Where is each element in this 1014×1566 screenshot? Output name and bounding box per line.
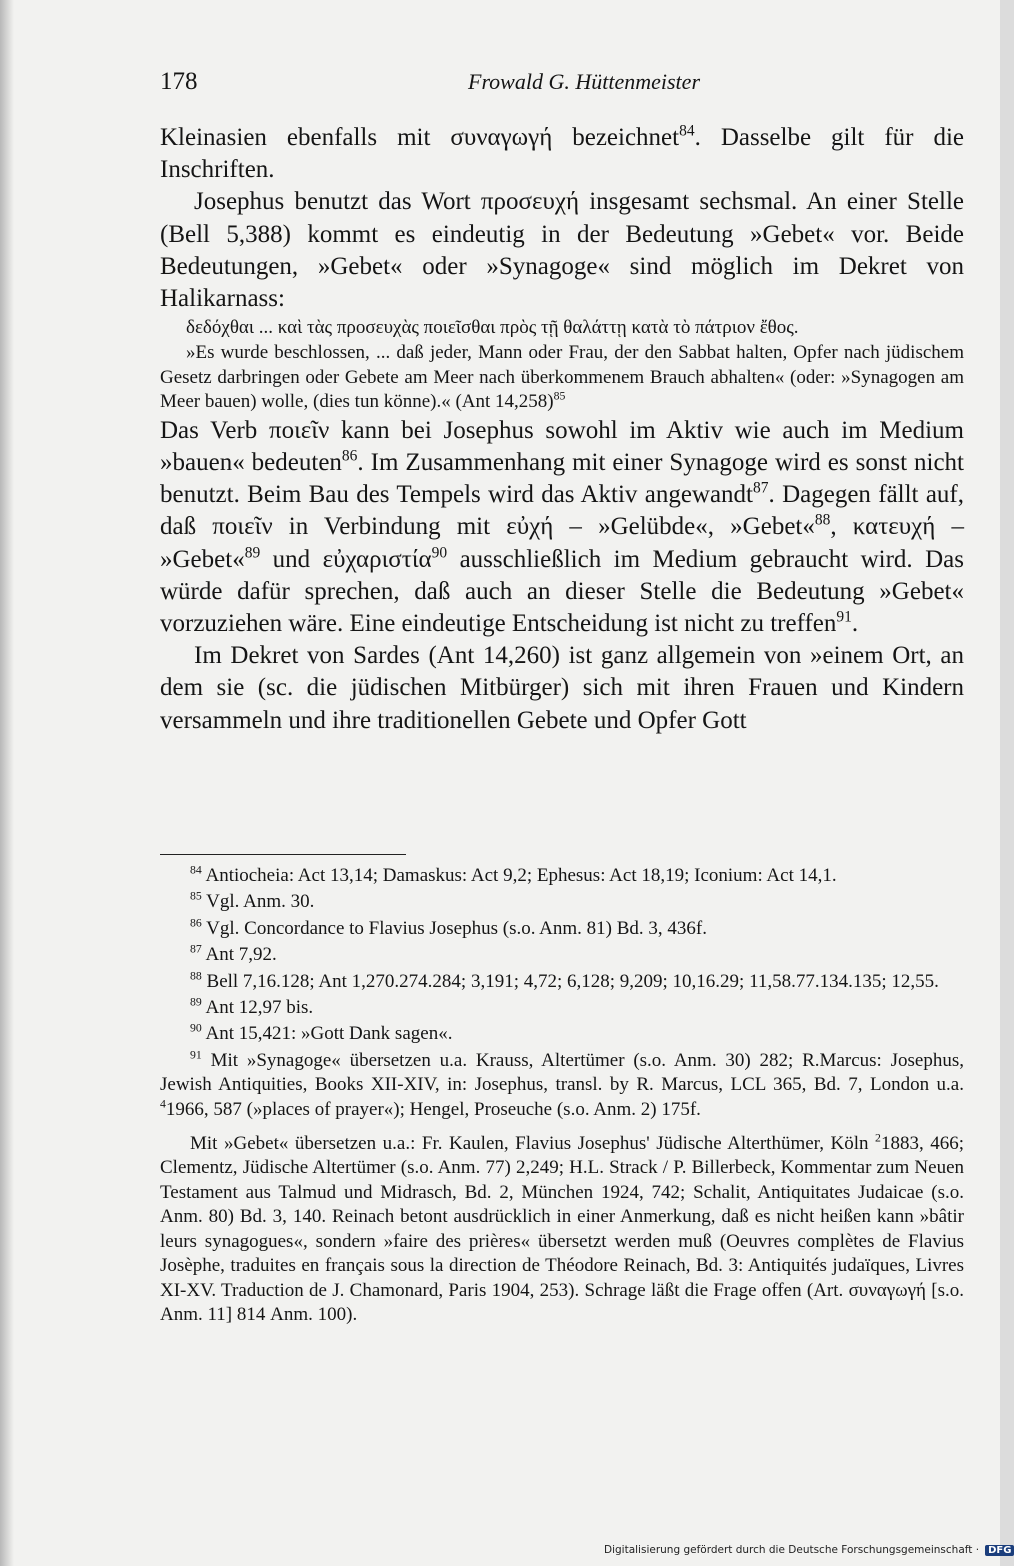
page-binding-shadow: [0, 0, 14, 1566]
footnote-86: $^{86}$ Vgl. Concordance to Flavius Josephus (s.o. Anm. 81) Bd. 3, 436f.: [190, 916, 708, 939]
footnote-ref-91[interactable]: 91: [836, 608, 852, 626]
footnotes: [160, 864, 964, 1329]
footnote-separator: [160, 854, 406, 855]
running-head-author: Frowald G. Hüttenmeister: [468, 69, 700, 94]
paragraph-2: Josephus benutzt das Wort προσευχή insgesamt sechsmal. An einer Stelle (Bell 5,388) kommt es eindeutig in der Bedeutung »Gebet« vor. Beide Bedeutungen, »Gebet« oder »Synagoge« sind möglich im Dekret von Halikarnass:: [160, 188, 964, 313]
footnote-91-continuation: Mit »Gebet« übersetzen u.a.: Fr. Kaulen, Flavius Josephus' Jüdische Alterthümer, Köln $^2$1883, 466; Clementz, Jüdische Altertümer (s.o. Anm. 77) 2,249; H.L. Strack / P. Billerbeck, Kommentar zum Neuen Testament aus Talmud und Midrasch, Bd. 2, München 1924, 742; Schalit, Antiquitates Judaicae (s.o. Anm. 80) Bd. 3, 140. Reinach betont ausdrücklich in einer Anmerkung, daß es nicht heißen kann »bâtir leurs synagogues«, sondern »faire des prières« übersetzt werden muß (Oeuvres complètes de Flavius Josèphe, traduites en français sous la direction de Théodore Reinach, Bd. 3: Antiquités judaïques, Livres XI-XV. Traduction de J. Chamonard, Paris 1904, 253). Schrage läßt die Frage offen (Art. συναγωγή [s.o. Anm. 11] 814 Anm. 100).: [160, 1131, 964, 1325]
dfg-logo: DFG: [985, 1545, 1014, 1556]
greek-quotation: δεδόχθαι ... καὶ τὰς προσευχὰς ποιεῖσθαι πρὸς τῇ θαλάττῃ κατὰ τὸ πάτριον ἔθος.: [186, 317, 799, 339]
footnote-ref-84[interactable]: 84: [679, 122, 695, 140]
footnote-85: $^{85}$ Vgl. Anm. 30.: [190, 890, 315, 913]
main-text: [160, 122, 964, 737]
footnote-87: $^{87}$ Ant 7,92.: [190, 942, 277, 966]
digitization-footer: [604, 1544, 1014, 1562]
funding-credit: Digitalisierung gefördert durch die Deutsche Forschungsgemeinschaft ·: [604, 1544, 980, 1556]
footnote-ref-87[interactable]: 87: [753, 479, 769, 497]
footnote-89: $^{89}$ Ant 12,97 bis.: [190, 995, 314, 1019]
footnote-91: $^{91}$ Mit »Synagoge« übersetzen u.a. Krauss, Altertümer (s.o. Anm. 30) 282; R.Marcus: Josephus, Jewish Antiquities, Books XII-XIV, in: Josephus, transl. by R. Marcus, LCL 365, Bd. 7, London u.a. $^4$1966, 587 (»places of prayer«); Hengel, Proseuche (s.o. Anm. 2) 175f.: [160, 1048, 964, 1120]
page-number: 178: [160, 68, 198, 95]
footnote-ref-85[interactable]: 85: [553, 389, 566, 403]
paragraph-3: Das Verb ποιεῖν kann bei Josephus sowohl im Aktiv wie auch im Medium »bauen« bedeuten$^{86}$. Im Zusammenhang mit einer Synagoge wird es sonst nicht benutzt. Beim Bau des Tempels wird das Aktiv angewandt$^{87}$. Dagegen fällt auf, daß ποιεῖν in Verbindung mit εὐχή – »Gelübde«, »Gebet«$^{88}$, κατευχή – »Gebet«$^{89}$ und εὐχαριστία$^{90}$ ausschließlich im Medium gebraucht wird. Das würde dafür sprechen, daß auch an dieser Stelle die Bedeutung »Gebet« vorzuziehen wäre. Eine eindeutige Entscheidung ist nicht zu treffen$^{91}$.: [160, 416, 964, 637]
paragraph-4: Im Dekret von Sardes (Ant 14,260) ist ganz allgemein von »einem Ort, an dem sie (sc. die jüdischen Mitbürger) sich mit ihren Frauen und Kindern versammeln und ihre traditionellen Gebete und Opfer Gott: [160, 642, 964, 734]
footnote-ref-90[interactable]: 90: [431, 544, 448, 562]
footnote-88: $^{88}$ Bell 7,16.128; Ant 1,270.274.284; 3,191; 4,72; 6,128; 9,209; 10,16.29; 11,58.77.134.135; 12,55.: [190, 969, 939, 992]
footnote-84: $^{84}$ Antiocheia: Act 13,14; Damaskus: Act 9,2; Ephesus: Act 18,19; Iconium: Act 14,1.: [190, 863, 837, 886]
footnote-ref-89[interactable]: 89: [244, 544, 261, 562]
footnote-ref-88[interactable]: 88: [814, 512, 831, 529]
quotation-translation: »Es wurde beschlossen, ... daß jeder, Mann oder Frau, der den Sabbat halten, Opfer nach jüdischem Gesetz darbringen oder Gebete am Meer nach überkommenem Brauch abhalten« (oder: »Synagogen am Meer bauen) wolle, (dies tun könne).« (Ant 14,258)$^{85}$: [160, 342, 964, 413]
footnote-ref-86[interactable]: 86: [341, 447, 358, 465]
page-header: [160, 68, 964, 108]
footnote-90: $^{90}$ Ant 15,421: »Gott Dank sagen«.: [190, 1022, 453, 1045]
paragraph-1: Kleinasien ebenfalls mit συναγωγή bezeichnet$^{84}$. Dasselbe gilt für die Inschriften.: [160, 122, 965, 184]
